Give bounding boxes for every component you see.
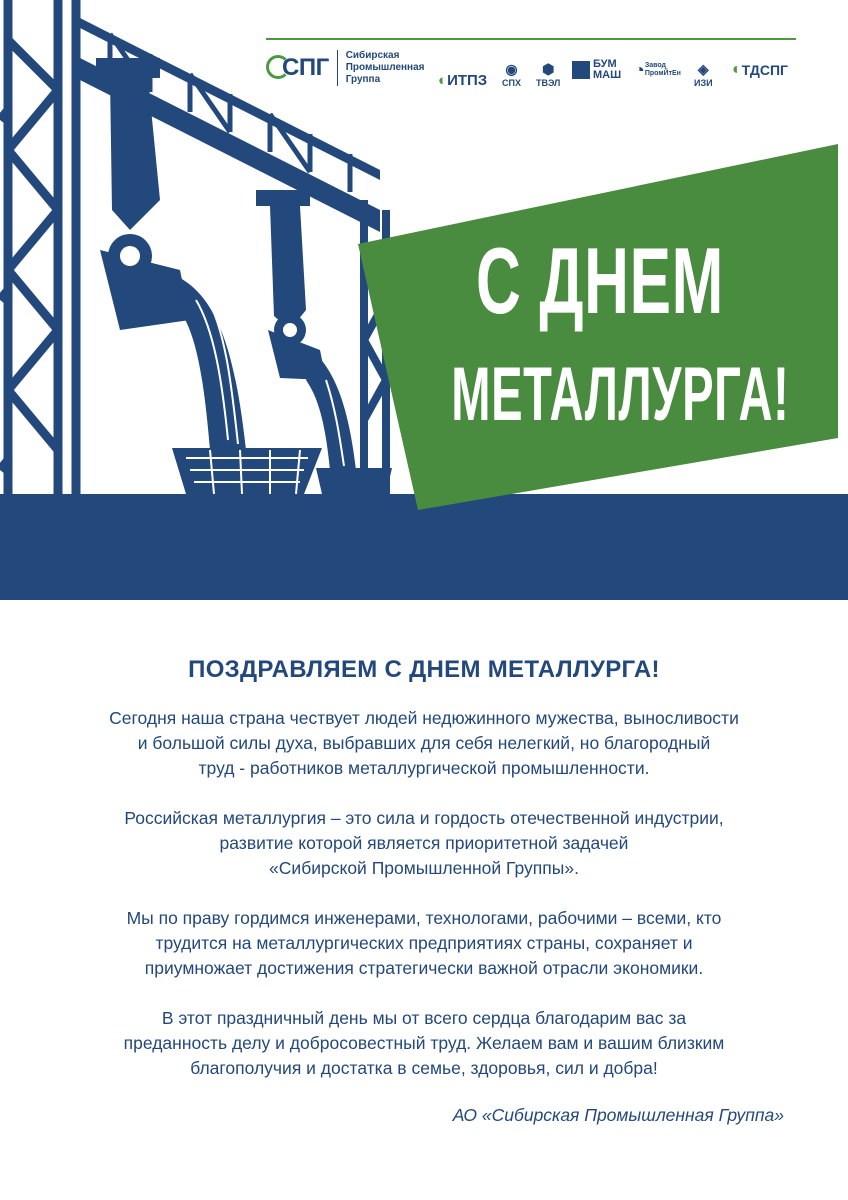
banner-line-1: С ДНЕМ xyxy=(475,228,725,333)
spkh-label: СПХ xyxy=(502,78,521,88)
letter-body xyxy=(0,600,848,1200)
tdspg-label: ТДСПГ xyxy=(741,62,788,78)
spg-company-name: Сибирская Промышленная Группа xyxy=(345,50,425,85)
bummash-line-1: БУМ xyxy=(593,58,617,70)
tvel-label: ТВЭЛ xyxy=(536,78,561,88)
spg-logo-icon xyxy=(266,54,329,82)
page-headline: ПОЗДРАВЛЯЕМ С ДНЕМ МЕТАЛЛУРГА! xyxy=(188,656,660,683)
spg-main-logo xyxy=(266,46,430,90)
spkh-logo-icon: ◉ СПХ xyxy=(502,61,521,88)
paragraph-2-line-3: «Сибирской Промышленной Группы». xyxy=(269,858,579,878)
bummash-logo-icon xyxy=(572,52,621,88)
bummash-line-2: МАШ xyxy=(593,69,622,81)
logo-divider xyxy=(337,50,338,86)
paragraph-4-line-2: преданность делу и добросовестный труд. Желаем вам и вашим близким xyxy=(123,1033,725,1053)
paragraph-4-line-3: благополучия и достатка в семье, здоровья, сил и добра! xyxy=(190,1058,658,1078)
paragraph-1 xyxy=(40,706,808,781)
izi-label: ИЗИ xyxy=(694,78,713,88)
logo-strip xyxy=(266,38,798,98)
paragraph-3 xyxy=(40,906,808,981)
tvel-logo-icon: ⬢ ТВЭЛ xyxy=(536,61,561,88)
izi-logo-icon: ◈ ИЗИ xyxy=(694,61,713,88)
paragraph-4 xyxy=(40,1006,808,1081)
paragraph-2 xyxy=(40,806,808,881)
zavod-logo-icon: ◔ Завод ПромЙтЕн xyxy=(634,59,681,80)
paragraph-3-line-1: Мы по праву гордимся инженерами, технологами, рабочими – всеми, кто xyxy=(126,908,722,928)
paragraph-4-line-1: В этот праздничный день мы от всего сердца благодарим вас за xyxy=(161,1008,687,1028)
paragraph-2-line-2: развитие которой является приоритетной задачей xyxy=(219,833,629,853)
paragraph-1-line-3: труд - работников металлургической промышленности. xyxy=(198,758,650,778)
paragraph-3-line-2: трудится на металлургических предприятиях страны, сохраняет и xyxy=(155,933,693,953)
spg-abbr: СПГ xyxy=(282,54,329,81)
itpz-logo-icon: ◐ИТПЗ xyxy=(438,72,488,89)
itpz-label: ИТПЗ xyxy=(447,72,488,89)
paragraph-1-line-1: Сегодня наша страна чествует людей недюжинного мужества, выносливости xyxy=(109,708,739,728)
zavod-label: Завод ПромЙтЕн xyxy=(644,62,681,77)
paragraph-2-line-1: Российская металлургия – это сила и гордость отечественной индустрии, xyxy=(124,808,724,828)
signature: АО «Сибирская Промышленная Группа» xyxy=(452,1105,784,1125)
banner-line-2: МЕТАЛЛУРГА! xyxy=(451,352,790,437)
tdspg-logo-icon: ◐ ТДСПГ xyxy=(732,61,788,78)
paragraph-1-line-2: и большой силы духа, выбравших для себя нелегкий, но благородный xyxy=(137,733,711,753)
logo-rule xyxy=(266,38,796,40)
paragraph-3-line-3: приумножает достижения стратегически важной отрасли экономики. xyxy=(144,958,704,978)
